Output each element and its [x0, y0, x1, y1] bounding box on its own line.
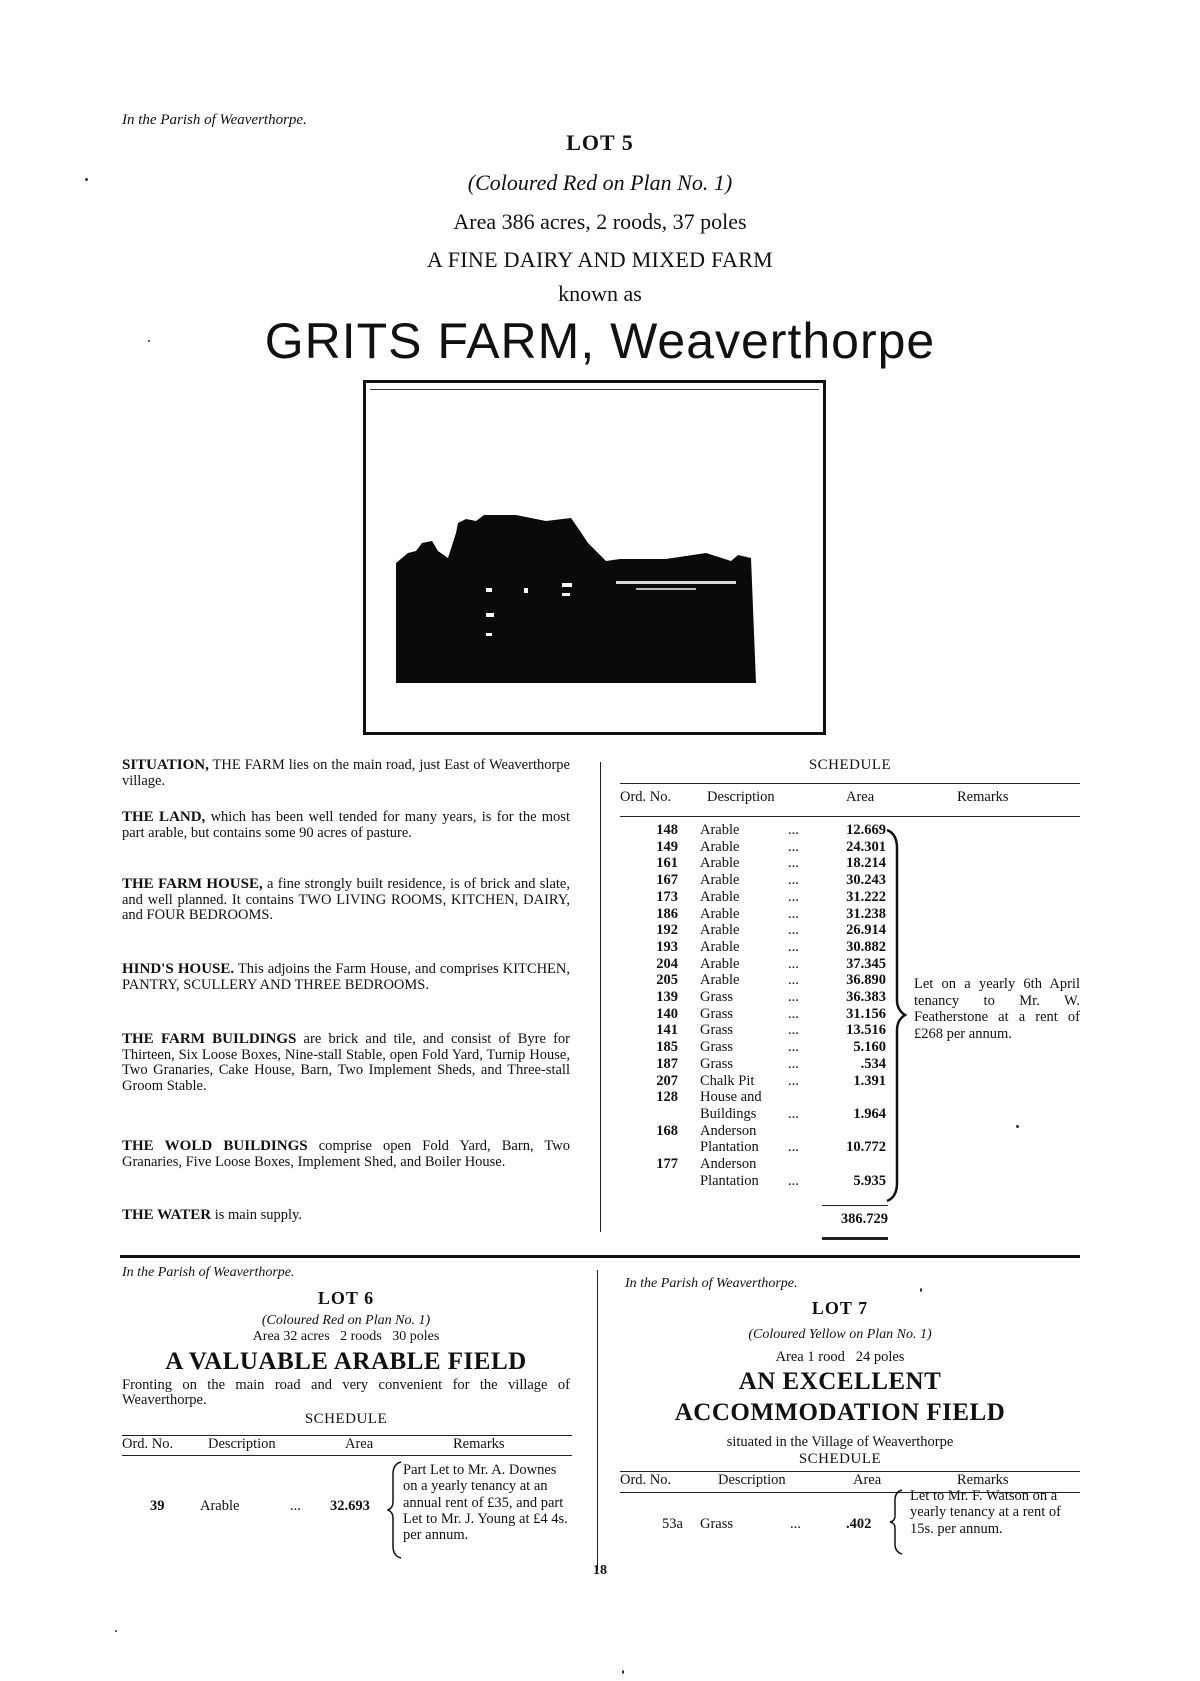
header-remarks: Remarks — [453, 1436, 505, 1452]
lot5-description: A FINE DAIRY AND MIXED FARM — [426, 247, 774, 272]
schedule-row — [620, 1006, 920, 1023]
lot6-schedule-title: SCHEDULE — [304, 1411, 388, 1427]
row-area-value: 12.669 — [846, 822, 886, 838]
remarks-brace — [387, 1460, 403, 1560]
row-area-value: 31.156 — [846, 1005, 886, 1022]
schedule-row — [620, 1156, 920, 1173]
print-speck — [1016, 1125, 1019, 1128]
farm-house-paragraph: THE FARM HOUSE, a fine strongly built residence, is of brick and slate, and well planned. It contains TWO LIVING ROOMS, KITCHEN, DAIRY, and FOUR BEDROOMS. — [122, 876, 570, 923]
lot5-title: LOT 5 — [566, 130, 634, 155]
row-description: Arable — [700, 938, 740, 955]
row-description: Arable — [700, 972, 740, 989]
header-area: Area — [853, 1472, 882, 1488]
row-leader-dots: ... — [788, 1139, 799, 1156]
row-leader-dots: ... — [788, 855, 799, 872]
lot6-fronting-text: Fronting on the main road and very convenient for the village of Weaverthorpe. — [122, 1377, 570, 1408]
row-description: Buildings — [700, 1105, 757, 1122]
schedule-rule — [620, 1471, 1080, 1472]
row-leader-dots: ... — [788, 1022, 799, 1039]
row-ord-no: 186 — [656, 905, 678, 922]
column-divider — [600, 762, 601, 1232]
lot7-area: Area 1 rood 24 poles — [775, 1349, 905, 1365]
row-description: Anderson — [700, 1156, 757, 1172]
lot6-area: Area 32 acres 2 roods 30 poles — [252, 1329, 440, 1344]
lot5-total-area: 386.729 — [840, 1211, 888, 1227]
schedule-row — [620, 1123, 920, 1140]
row-ord-no: 161 — [656, 855, 678, 872]
header-remarks: Remarks — [957, 1472, 1009, 1488]
lot7-leader-dots: ... — [790, 1516, 801, 1532]
lot6-heading: A VALUABLE ARABLE FIELD — [165, 1348, 527, 1375]
row-leader-dots: ... — [788, 905, 799, 922]
schedule-row — [620, 1173, 920, 1190]
schedule-row — [620, 1039, 920, 1056]
row-ord-no: 149 — [656, 838, 678, 855]
row-ord-no: 193 — [656, 938, 678, 955]
row-area-value: 30.243 — [846, 872, 886, 889]
row-area-value: 26.914 — [846, 922, 886, 939]
lot5-remarks: Let on a yearly 6th April tenancy to Mr. W. Featherstone at a rent of £268 per annum. — [914, 976, 1080, 1043]
lot6-parish: In the Parish of Weaverthorpe. — [122, 1265, 295, 1280]
row-description: Arable — [700, 922, 740, 939]
farm-name-heading: GRITS FARM, Weaverthorpe — [264, 313, 936, 369]
row-description: Grass — [700, 1005, 734, 1022]
schedule-row — [620, 1022, 920, 1039]
lot6-description: Arable — [200, 1498, 240, 1514]
row-description: Arable — [700, 838, 740, 855]
row-ord-no: 167 — [656, 872, 678, 889]
row-area-value: 18.214 — [846, 855, 886, 872]
lot5-schedule-title: SCHEDULE — [808, 757, 892, 773]
row-leader-dots: ... — [788, 1105, 799, 1122]
row-description: Grass — [700, 1022, 734, 1039]
schedule-row — [620, 1106, 920, 1123]
wold-buildings-paragraph: THE WOLD BUILDINGS comprise open Fold Yard, Barn, Two Granaries, Five Loose Boxes, Implement Shed, and Boiler House. — [122, 1138, 571, 1170]
lot7-schedule-title: SCHEDULE — [798, 1451, 882, 1467]
row-leader-dots: ... — [788, 1055, 799, 1072]
row-area-value: 13.516 — [846, 1022, 886, 1039]
header-area: Area — [846, 789, 875, 805]
lot7-heading-line2: ACCOMMODATION FIELD — [674, 1399, 1006, 1426]
row-ord-no: 168 — [656, 1122, 678, 1139]
schedule-rule — [620, 816, 1080, 817]
print-speck — [920, 1288, 922, 1292]
lot7-description: Grass — [700, 1516, 734, 1532]
header-description: Description — [208, 1436, 276, 1452]
row-leader-dots: ... — [788, 972, 799, 989]
lot5-parish: In the Parish of Weaverthorpe. — [122, 112, 307, 128]
row-description: Plantation — [700, 1172, 759, 1189]
row-ord-no: 207 — [656, 1072, 678, 1089]
row-area-value: 10.772 — [846, 1139, 886, 1156]
lot7-area-value: .402 — [846, 1516, 872, 1532]
row-area-value: 5.160 — [853, 1039, 886, 1056]
row-ord-no: 148 — [656, 822, 678, 838]
schedule-row — [620, 1089, 920, 1106]
row-description: Plantation — [700, 1139, 759, 1156]
header-ord-no: Ord. No. — [122, 1436, 174, 1452]
lot6-ord-no: 39 — [150, 1498, 165, 1514]
farmhouse-silhouette-image — [366, 383, 823, 732]
lot5-known-as: known as — [558, 281, 642, 306]
schedule-row — [620, 1139, 920, 1156]
row-description: House and — [700, 1089, 762, 1106]
schedule-row — [620, 839, 920, 856]
lot6-remarks: Part Let to Mr. A. Downes on a yearly tenancy at an annual rent of £35, and part Let to Mr. J. Young at £4 4s. per annum. — [403, 1462, 568, 1544]
row-leader-dots: ... — [788, 955, 799, 972]
print-speck — [148, 340, 150, 342]
row-area-value: 31.222 — [846, 888, 886, 905]
row-description: Grass — [700, 1039, 734, 1056]
row-leader-dots: ... — [788, 989, 799, 1005]
row-leader-dots: ... — [788, 1039, 799, 1056]
lot6-title: LOT 6 — [317, 1288, 375, 1308]
schedule-rule — [620, 783, 1080, 784]
lot7-ord-no: 53a — [662, 1516, 683, 1532]
land-paragraph: THE LAND, which has been well tended for many years, is for the most part arable, but contains some 90 acres of pasture. — [122, 809, 570, 841]
lot7-parish: In the Parish of Weaverthorpe. — [625, 1276, 798, 1291]
lot7-plan-note: (Coloured Yellow on Plan No. 1) — [748, 1327, 932, 1342]
row-ord-no: 173 — [656, 888, 678, 905]
row-description: Grass — [700, 989, 734, 1005]
row-ord-no: 128 — [656, 1089, 678, 1106]
print-speck — [115, 1630, 117, 1632]
lot6-leader-dots: ... — [290, 1498, 301, 1514]
row-leader-dots: ... — [788, 888, 799, 905]
lot7-remarks: Let to Mr. F. Watson on a yearly tenancy at a rent of 15s. per annum. — [910, 1488, 1061, 1537]
total-rule — [822, 1205, 888, 1206]
lot5-plan-note: (Coloured Red on Plan No. 1) — [467, 170, 733, 195]
row-description: Arable — [700, 855, 740, 872]
header-ord-no: Ord. No. — [620, 1472, 672, 1488]
schedule-row — [620, 822, 920, 839]
row-ord-no: 187 — [656, 1055, 678, 1072]
header-remarks: Remarks — [957, 789, 1009, 805]
lot5-area: Area 386 acres, 2 roods, 37 poles — [453, 209, 747, 234]
farm-buildings-paragraph: THE FARM BUILDINGS are brick and tile, and consist of Byre for Thirteen, Six Loose Boxes, Nine-stall Stable, open Fold Yard, Turnip House, Two Granaries, Cake House, Barn, Two Implement Sheds, and Three-stall Groom Stable. — [122, 1031, 570, 1094]
row-description: Arable — [700, 872, 740, 889]
row-description: Anderson — [700, 1122, 757, 1139]
row-area-value: 37.345 — [846, 955, 886, 972]
lot6-plan-note: (Coloured Red on Plan No. 1) — [261, 1313, 431, 1328]
row-description: Chalk Pit — [700, 1072, 755, 1089]
row-area-value: 36.890 — [846, 972, 886, 989]
row-ord-no: 185 — [656, 1039, 678, 1056]
schedule-row — [620, 906, 920, 923]
schedule-row — [620, 922, 920, 939]
lot7-situated-text: situated in the Village of Weaverthorpe — [726, 1434, 954, 1450]
row-area-value: 1.964 — [853, 1105, 886, 1122]
row-area-value: .534 — [860, 1055, 886, 1072]
row-description: Arable — [700, 822, 740, 838]
row-description: Grass — [700, 1055, 734, 1072]
lot6-area-value: 32.693 — [330, 1498, 370, 1514]
row-ord-no: 139 — [656, 989, 678, 1005]
schedule-row — [620, 1073, 920, 1090]
page-number: 18 — [593, 1563, 607, 1578]
lot7-heading-line1: AN EXCELLENT — [738, 1368, 942, 1395]
schedule-row — [620, 989, 920, 1006]
section-divider — [120, 1255, 1080, 1258]
row-ord-no: 140 — [656, 1005, 678, 1022]
row-area-value: 5.935 — [853, 1172, 886, 1189]
row-leader-dots: ... — [788, 872, 799, 889]
row-leader-dots: ... — [788, 1072, 799, 1089]
row-leader-dots: ... — [788, 838, 799, 855]
water-paragraph: THE WATER is main supply. — [122, 1207, 302, 1223]
header-description: Description — [707, 789, 775, 805]
row-ord-no: 192 — [656, 922, 678, 939]
row-area-value: 24.301 — [846, 838, 886, 855]
row-description: Arable — [700, 888, 740, 905]
row-ord-no: 204 — [656, 955, 678, 972]
lot7-title: LOT 7 — [811, 1298, 869, 1318]
print-speck — [85, 178, 88, 181]
row-area-value: 30.882 — [846, 938, 886, 955]
schedule-row — [620, 872, 920, 889]
column-divider — [597, 1270, 598, 1570]
row-description: Arable — [700, 955, 740, 972]
schedule-row — [620, 972, 920, 989]
schedule-row — [620, 889, 920, 906]
row-ord-no: 205 — [656, 972, 678, 989]
header-ord-no: Ord. No. — [620, 789, 672, 805]
header-description: Description — [718, 1472, 786, 1488]
schedule-row — [620, 1056, 920, 1073]
row-leader-dots: ... — [788, 1005, 799, 1022]
farm-photograph — [363, 380, 826, 735]
row-leader-dots: ... — [788, 922, 799, 939]
row-ord-no: 141 — [656, 1022, 678, 1039]
schedule-rule — [122, 1455, 572, 1456]
total-double-rule — [822, 1237, 888, 1240]
remarks-brace — [885, 828, 907, 1203]
row-leader-dots: ... — [788, 822, 799, 838]
schedule-row — [620, 939, 920, 956]
hinds-house-paragraph: HIND'S HOUSE. This adjoins the Farm House, and comprises KITCHEN, PANTRY, SCULLERY AND THREE BEDROOMS. — [122, 961, 570, 993]
row-area-value: 31.238 — [846, 905, 886, 922]
print-speck — [622, 1670, 624, 1674]
schedule-row — [620, 956, 920, 973]
remarks-brace — [888, 1488, 904, 1556]
row-area-value: 1.391 — [853, 1072, 886, 1089]
row-leader-dots: ... — [788, 938, 799, 955]
situation-paragraph: SITUATION, THE FARM lies on the main road, just East of Weaverthorpe village. — [122, 757, 570, 789]
row-area-value: 36.383 — [846, 989, 886, 1005]
row-leader-dots: ... — [788, 1172, 799, 1189]
row-ord-no: 177 — [656, 1156, 678, 1172]
row-description: Arable — [700, 905, 740, 922]
schedule-row — [620, 855, 920, 872]
header-area: Area — [345, 1436, 374, 1452]
